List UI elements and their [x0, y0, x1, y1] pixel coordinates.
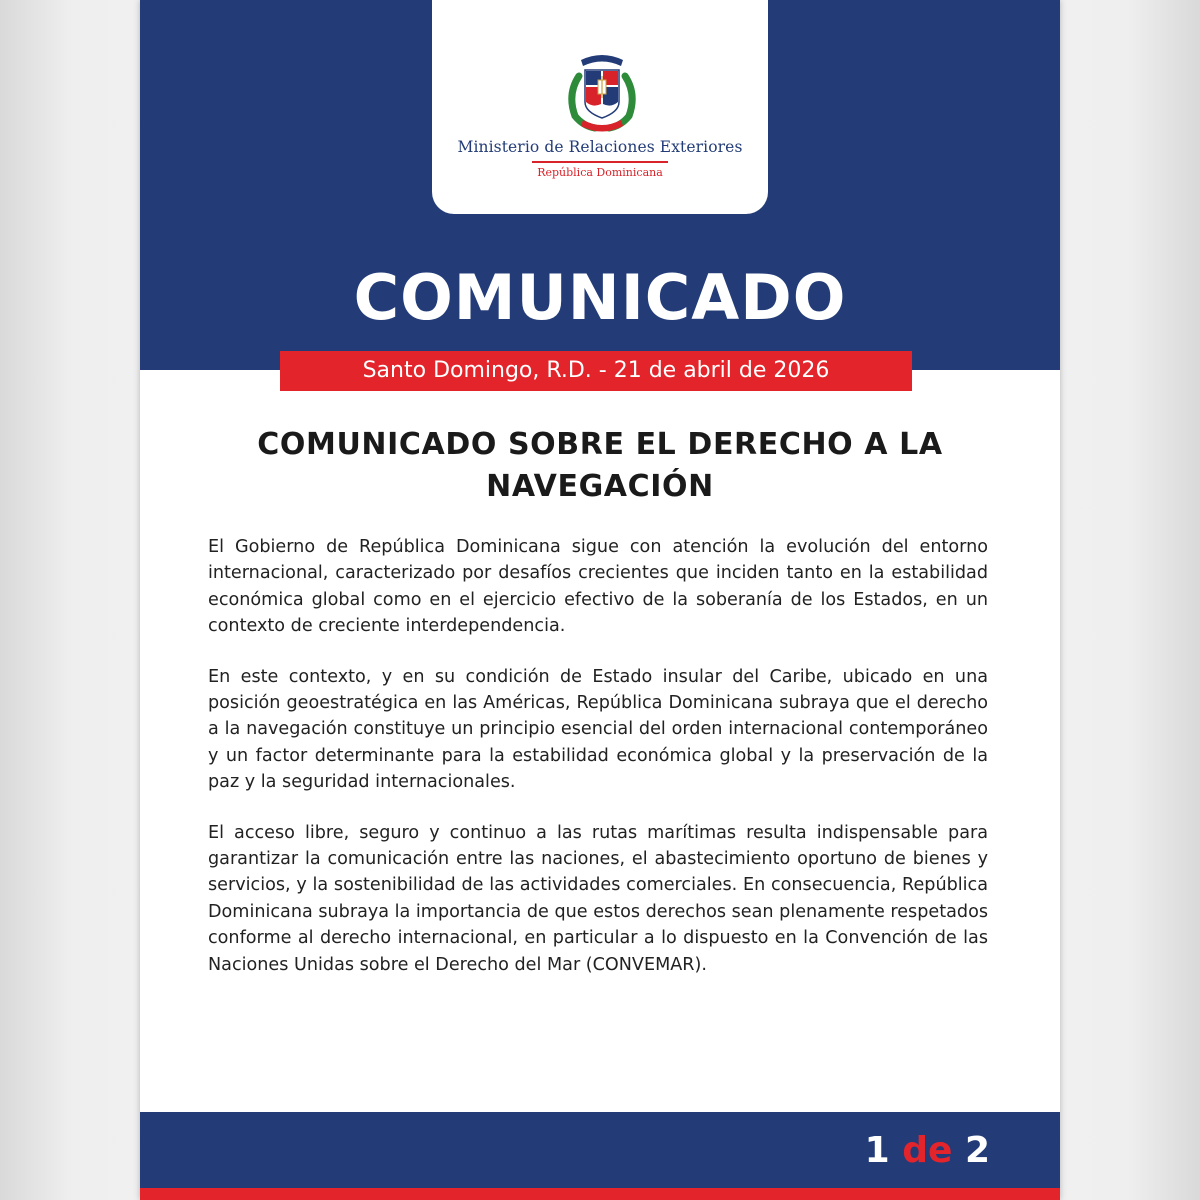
date-banner: Santo Domingo, R.D. - 21 de abril de 2026 [280, 351, 912, 391]
header-band [140, 0, 1060, 370]
document-heading: COMUNICADO SOBRE EL DERECHO A LA NAVEGACIÓN [257, 427, 943, 504]
page-total: 2 [964, 1130, 990, 1171]
footer-red-stripe [140, 1188, 1060, 1200]
communique-sheet [140, 0, 1060, 1200]
page-title: COMUNICADO [353, 261, 847, 334]
body-paragraph: El acceso libre, seguro y continuo a las rutas marítimas resulta indispensable para garantizar la comunicación entre las naciones, el abastecimiento oportuno de bienes y servicios, y la sostenibilidad de las actividades comerciales. En consecuencia, República Dominicana subraya la importancia de que estos derechos sean plenamente respetados conforme al derecho internacional, en particular a lo dispuesto en la Convención de las Naciones Unidas sobre el Derecho del Mar (CONVEMAR). [208, 822, 988, 975]
body-paragraph: El Gobierno de República Dominicana sigue con atención la evolución del entorno internacional, caracterizado por desafíos crecientes que inciden tanto en la estabilidad económica global como en el ejercicio efectivo de la soberanía de los Estados, en un contexto de creciente interdependencia. [208, 537, 988, 637]
ministry-country: República Dominicana [537, 166, 663, 179]
page-counter [865, 1126, 990, 1176]
ministry-divider [532, 161, 668, 163]
body-paragraph: En este contexto, y en su condición de Estado insular del Caribe, ubicado en una posición geoestratégica en las Américas, República Dominicana subraya que el derecho a la navegación constituye un principio esencial del orden internacional contemporáneo y un factor determinante para la estabilidad económica global y la preservación de la paz y la seguridad internacionales. [208, 666, 988, 793]
page-of-label: de [902, 1130, 953, 1171]
ministry-name: Ministerio de Relaciones Exteriores [457, 138, 743, 156]
ministry-logo-card [432, 0, 768, 214]
document-body [208, 534, 988, 1002]
page-current: 1 [864, 1130, 890, 1171]
coat-of-arms-icon [557, 46, 647, 136]
